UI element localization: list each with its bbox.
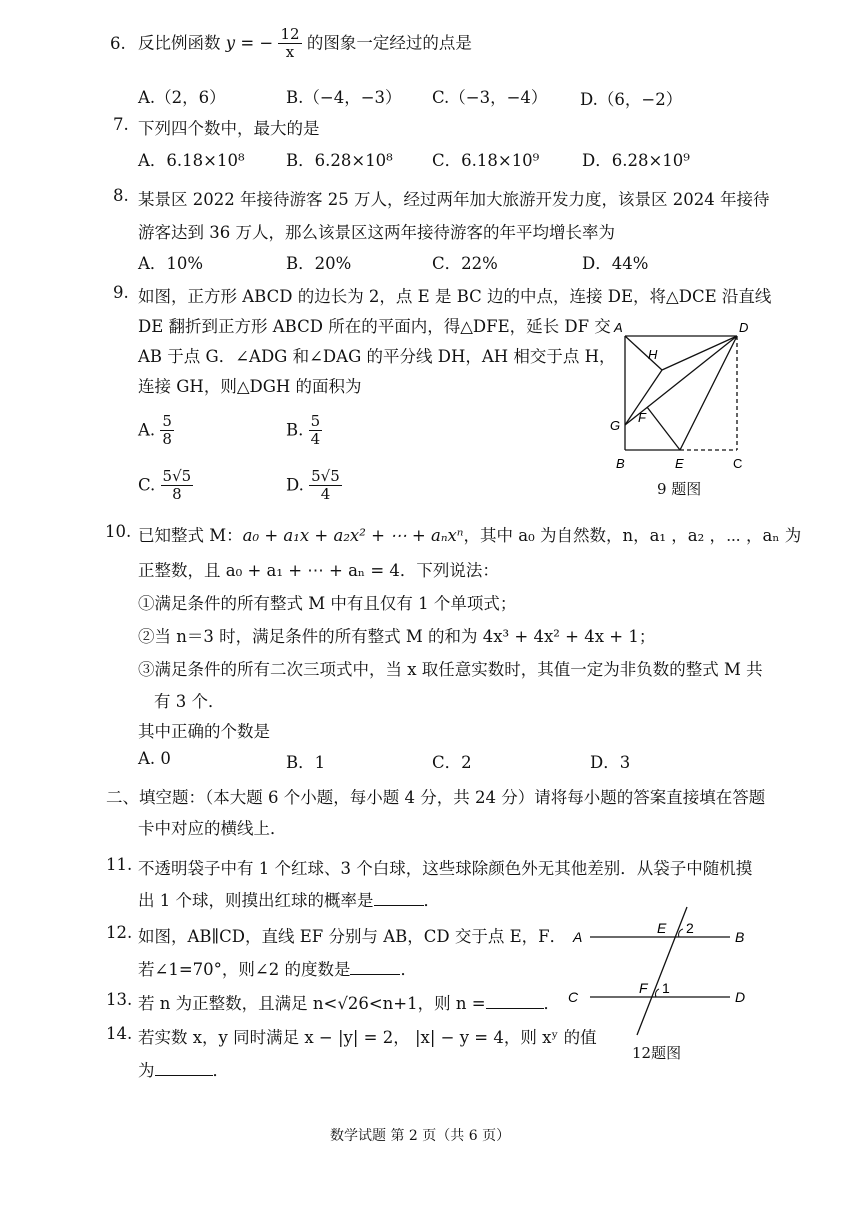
q12-label-2: 2	[686, 920, 694, 936]
q9-option-b-fraction	[309, 413, 323, 449]
q7-option-a: A．6.18×10⁸	[138, 151, 245, 170]
q12-angle-1-arc	[655, 989, 659, 997]
q6-stem-post: 的图象一定经过的点是	[306, 33, 472, 53]
q11-answer-blank[interactable]	[374, 891, 424, 906]
q9-line3: AB 于点 G．∠ADG 和∠DAG 的平分线 DH，AH 相交于点 H，	[138, 347, 616, 366]
q6-stem	[138, 26, 472, 62]
q9-option-b-label: B.	[286, 420, 304, 440]
q14-line2-post: ．	[212, 1061, 229, 1080]
q9-segment-dh	[662, 336, 737, 370]
q9-label-b: B	[616, 456, 625, 471]
q6-option-d: D.（6，−2）	[580, 90, 683, 109]
q14-line2	[138, 1057, 229, 1081]
q9-option-c-label: C.	[138, 475, 156, 495]
q6-option-b: B.（−4，−3）	[286, 88, 402, 107]
q12-label-c: C	[568, 989, 579, 1005]
q12-figure	[565, 905, 765, 1040]
q9-segment-de	[680, 336, 737, 450]
q10-polynomial: a₀ + a₁x + a₂x² + ⋯ + aₙxⁿ	[242, 526, 464, 545]
q9-line4: 连接 GH，则△DGH 的面积为	[138, 377, 362, 396]
q11-line2-pre: 出 1 个球，则摸出红球的概率是	[138, 891, 374, 910]
q10-option-d: D．3	[590, 753, 631, 772]
q9-option-b-num: 5	[310, 412, 321, 430]
q9-option-d-num: 5√5	[311, 467, 340, 485]
q12-label-1: 1	[662, 980, 670, 996]
q13-number: 13.	[106, 990, 133, 1009]
q9-option-a-num: 5	[162, 412, 172, 430]
q9-option-a-den: 8	[162, 430, 172, 449]
section2-heading-line2: 卡中对应的横线上．	[138, 819, 287, 838]
q10-line1-post: ，其中 a₀ 为自然数，n，a₁ ，a₂ ，⋯ ，aₙ 为	[463, 526, 802, 545]
q6-option-c: C.（−3，−4）	[432, 88, 548, 107]
q9-number: 9.	[113, 283, 129, 302]
q8-line1: 某景区 2022 年接待游客 25 万人，经过两年加大旅游开发力度，该景区 2024 年接待	[138, 190, 770, 209]
q9-label-f: F	[638, 410, 646, 425]
q8-option-a: A．10%	[138, 254, 204, 273]
q9-label-c: C	[733, 456, 743, 471]
q11-line1: 不透明袋子中有 1 个红球、3 个白球，这些球除颜色外无其他差别．从袋子中随机摸	[138, 859, 753, 878]
q9-option-a-label: A.	[138, 420, 156, 440]
q8-option-b: B．20%	[286, 254, 352, 273]
q7-option-d: D．6.28×10⁹	[582, 151, 690, 170]
section2-heading-line1: 二、填空题：（本大题 6 个小题，每小题 4 分，共 24 分）请将每小题的答案直接填在答题	[106, 788, 766, 807]
q9-label-d: D	[739, 320, 749, 335]
q7-stem: 下列四个数中，最大的是	[138, 119, 320, 138]
q9-option-d	[286, 468, 342, 504]
q12-label-a: A	[573, 929, 583, 945]
q9-line1: 如图，正方形 ABCD 的边长为 2，点 E 是 BC 边的中点，连接 DE，将△DCE 沿直线	[138, 287, 772, 306]
q14-answer-blank[interactable]	[155, 1061, 213, 1076]
q7-number: 7.	[113, 115, 129, 134]
q12-label-f: F	[639, 980, 648, 996]
q9-option-c-den: 8	[172, 485, 182, 504]
q12-line2-pre: 若∠1=70°，则∠2 的度数是	[138, 960, 351, 979]
q9-option-d-den: 4	[320, 485, 331, 504]
q6-fraction	[278, 26, 301, 62]
q10-statement-3a: ③满足条件的所有二次三项式中，当 x 取任意实数时，其值一定为非负数的整式 M 共	[138, 660, 763, 679]
q11-line2	[138, 887, 440, 911]
q10-option-b: B．1	[286, 753, 326, 772]
q9-option-d-label: D.	[286, 475, 304, 495]
q7-option-c: C．6.18×10⁹	[432, 151, 540, 170]
q6-stem-pre: 反比例函数	[138, 33, 221, 53]
q10-statement-3b: 有 3 个．	[154, 692, 225, 711]
q12-number: 12.	[106, 923, 133, 942]
q10-option-a: A. 0	[138, 749, 171, 768]
q10-statement-2: ②当 n＝3 时，满足条件的所有整式 M 的和为 4x³ + 4x² + 4x + 1；	[138, 627, 656, 646]
q6-fraction-den: x	[285, 43, 295, 62]
q7-option-b: B．6.28×10⁸	[286, 151, 393, 170]
q6-number: 6.	[110, 34, 126, 53]
q10-ask: 其中正确的个数是	[138, 722, 270, 741]
page-footer: 数学试题 第 2 页（共 6 页）	[330, 1128, 511, 1144]
q6-fraction-num: 12	[280, 25, 300, 43]
q10-number: 10.	[105, 522, 132, 541]
q9-segment-fe	[647, 407, 680, 450]
q12-line1: 如图，AB∥CD，直线 EF 分别与 AB，CD 交于点 E，F．	[138, 927, 567, 946]
q8-option-d: D．44%	[582, 254, 649, 273]
q9-figure	[600, 310, 770, 500]
q12-label-b: B	[735, 929, 745, 945]
q12-answer-blank[interactable]	[350, 960, 400, 975]
q6-fn-lhs: y = −	[225, 33, 274, 53]
q8-option-c: C．22%	[432, 254, 498, 273]
q12-figure-caption: 12题图	[632, 1044, 682, 1062]
q10-option-c: C．2	[432, 753, 472, 772]
q10-statement-1: ①满足条件的所有整式 M 中有且仅有 1 个单项式；	[138, 594, 517, 613]
q9-label-e: E	[675, 456, 684, 471]
q12-line2-post: ．	[400, 960, 417, 979]
q9-label-h: H	[648, 347, 658, 362]
q12-label-d: D	[735, 989, 746, 1005]
q9-label-a: A	[614, 320, 623, 335]
q12-label-e: E	[657, 920, 667, 936]
q14-line2-pre: 为	[138, 1061, 155, 1080]
q13-pre: 若 n 为正整数，且满足 n<√26<n+1，则 n =	[138, 994, 486, 1013]
q9-option-c-num: 5√5	[162, 467, 192, 485]
q6-option-a: A.（2，6）	[138, 88, 226, 107]
q9-option-b-den: 4	[310, 430, 321, 449]
q11-line2-post: ．	[423, 891, 440, 910]
q9-line2: DE 翻折到正方形 ABCD 所在的平面内，得△DFE，延长 DF 交	[138, 317, 611, 336]
q9-option-c	[138, 468, 193, 504]
q9-label-g: G	[610, 418, 621, 433]
q8-number: 8.	[113, 186, 129, 205]
q9-option-d-fraction	[309, 468, 342, 504]
q9-option-b	[286, 413, 322, 449]
q13-line	[138, 990, 560, 1014]
q11-number: 11.	[106, 855, 133, 874]
q13-answer-blank[interactable]	[486, 994, 544, 1009]
q10-line1-pre: 已知整式 M：	[138, 526, 243, 545]
q13-post: ．	[543, 994, 561, 1013]
q9-option-a	[138, 413, 174, 449]
q10-line1	[138, 522, 801, 546]
q14-number: 14.	[106, 1024, 133, 1043]
q9-option-a-fraction	[160, 413, 174, 449]
q9-figure-caption: 9 题图	[657, 480, 702, 498]
q8-line2: 游客达到 36 万人，那么该景区这两年接待游客的年平均增长率为	[138, 223, 615, 242]
q9-option-c-fraction	[161, 468, 194, 504]
q10-line2: 正整数，且 a₀ + a₁ + ⋯ + aₙ = 4．下列说法：	[138, 561, 499, 580]
q12-line2	[138, 956, 417, 980]
q12-angle-2-arc	[679, 929, 683, 937]
q14-line1: 若实数 x，y 同时满足 x − |y| = 2， |x| − y = 4，则 xʸ 的值	[138, 1028, 597, 1047]
